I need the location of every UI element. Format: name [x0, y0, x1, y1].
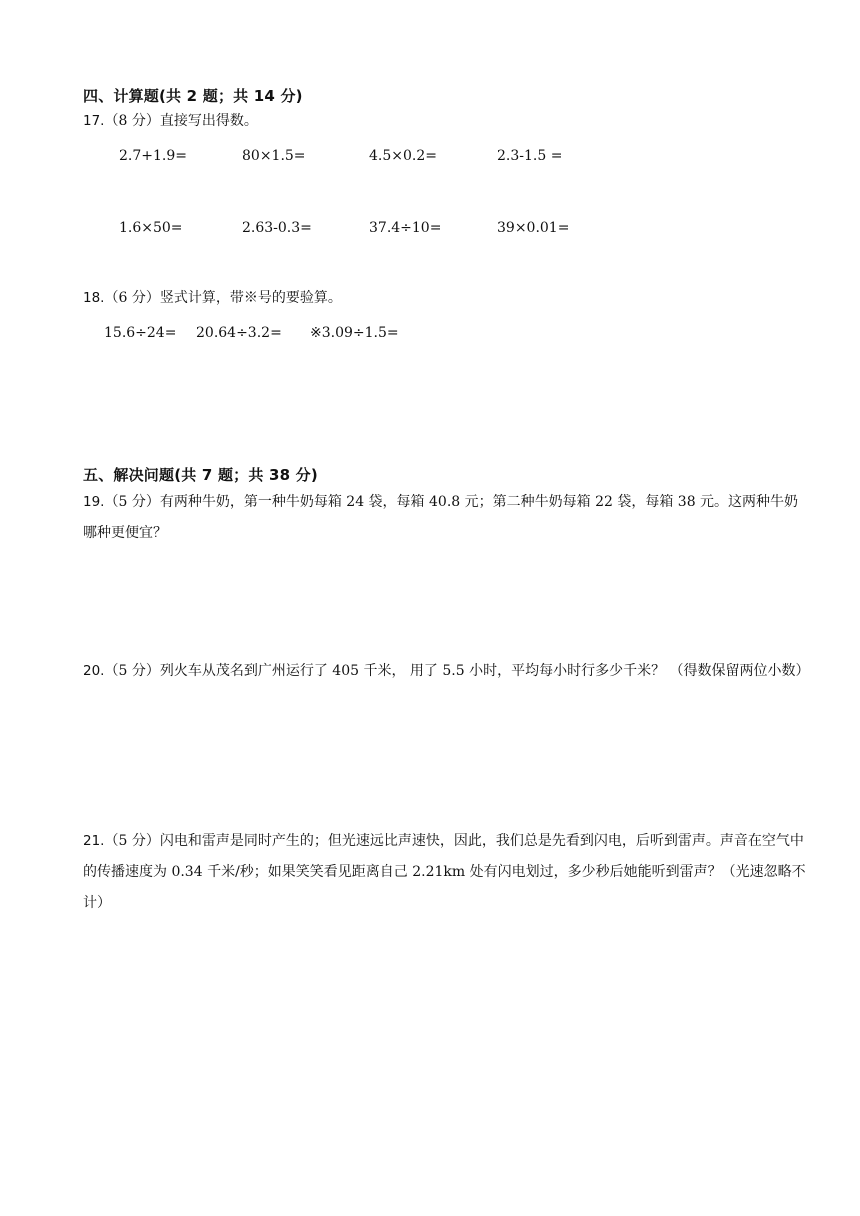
- q17-item-1: 2.7+1.9=: [119, 148, 187, 164]
- question-17-number: 17.: [83, 113, 105, 129]
- question-19-text: （5 分）有两种牛奶，第一种牛奶每箱 24 袋，每箱 40.8 元；第二种牛奶每箱 22 袋，每箱 38 元。这两种牛奶哪种更便宜？: [83, 494, 799, 541]
- question-17: [83, 106, 811, 137]
- section-four-title: 四、计算题(共 2 题；共 14 分): [83, 87, 303, 105]
- question-21: [83, 826, 811, 919]
- section-five-title: 五、解决问题(共 7 题；共 38 分): [83, 466, 318, 484]
- question-18: [83, 283, 811, 314]
- question-20-text: （5 分）列火车从茂名到广州运行了 405 千米， 用了 5.5 小时，平均每小时行多少千米？ （得数保留两位小数）: [104, 663, 810, 679]
- q17-item-8: 39×0.01=: [497, 220, 570, 236]
- question-19: [83, 487, 811, 549]
- q18-item-2: 20.64÷3.2=: [196, 325, 282, 341]
- question-18-number: 18.: [83, 290, 105, 306]
- q17-item-4: 2.3-1.5 =: [497, 148, 563, 164]
- question-21-number: 21.: [83, 833, 105, 849]
- q17-item-5: 1.6×50=: [119, 220, 183, 236]
- q18-item-3: ※3.09÷1.5=: [310, 325, 399, 341]
- question-18-text: （6 分）竖式计算，带※号的要验算。: [104, 290, 342, 306]
- question-21-text: （5 分）闪电和雷声是同时产生的；但光速远比声速快，因此，我们总是先看到闪电，后听到雷声。声音在空气中的传播速度为 0.34 千米/秒；如果笑笑看见距离自己 2.21km 处有闪电划过，多少秒后她能听到雷声？（光速忽略不计）: [83, 833, 806, 911]
- q17-item-2: 80×1.5=: [242, 148, 306, 164]
- q17-item-7: 37.4÷10=: [369, 220, 442, 236]
- q18-item-1: 15.6÷24=: [104, 325, 177, 341]
- question-17-text: （8 分）直接写出得数。: [104, 113, 258, 129]
- question-20-number: 20.: [83, 663, 105, 679]
- question-20: [83, 656, 811, 687]
- q17-item-3: 4.5×0.2=: [369, 148, 437, 164]
- q17-item-6: 2.63-0.3=: [242, 220, 312, 236]
- question-19-number: 19.: [83, 494, 105, 510]
